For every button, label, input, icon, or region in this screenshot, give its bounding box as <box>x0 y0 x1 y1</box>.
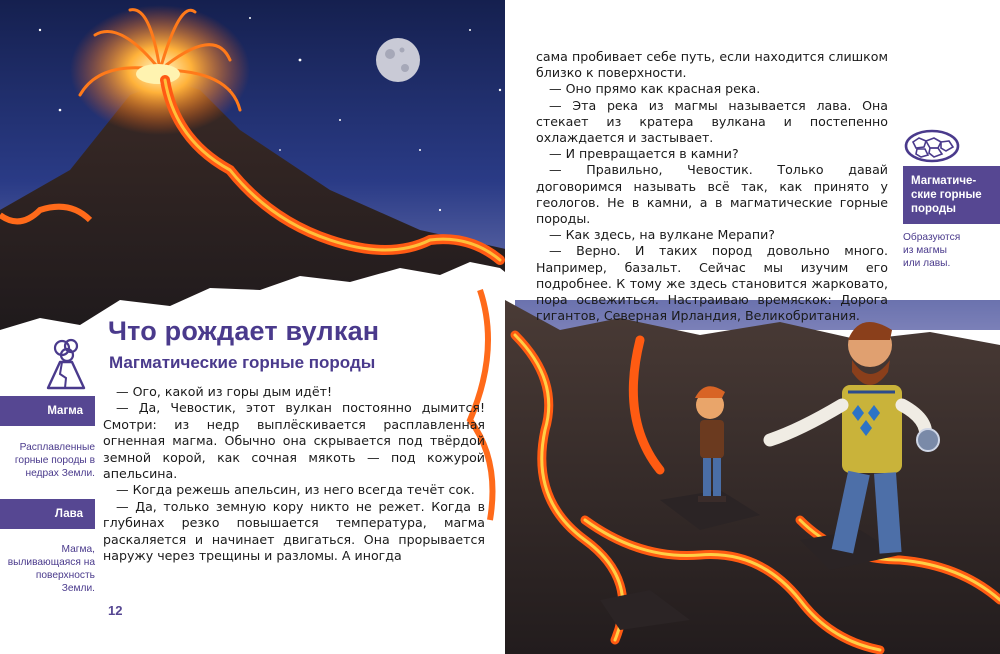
lava-field <box>505 300 1000 654</box>
rock-stone-icon <box>903 128 961 164</box>
paragraph: — Правильно, Чевостик. Только давай договоримся называть всё так, как принято у геологов. Не в камни, а в магматические горные породы. <box>536 162 888 227</box>
page-subtitle: Магматические горные породы <box>109 353 376 372</box>
glossary-term-label: Магматиче- ские горные породы <box>911 175 982 215</box>
paragraph: — Как здесь, на вулкане Мерапи? <box>549 227 775 243</box>
glossary-term-magma <box>0 396 95 426</box>
paragraph: — Когда режешь апельсин, из него всегда течёт сок. <box>116 482 475 498</box>
paragraph: — Ого, какой из горы дым идёт! <box>116 384 332 399</box>
paragraph: — Оно прямо как красная река. <box>549 81 761 97</box>
glossary-term-label: Лава <box>54 508 83 520</box>
paragraph: — Эта река из магмы называется лава. Она стекает из кратера вулкана и постепенно охлаждается и застывает. <box>536 97 888 146</box>
paragraph: — Да, только земную кору никто не режет. Когда в глубинах резко повышается температура, магма раскаляется и начинает двигаться. Она прорывается наружу через трещины и разломы. А иногда <box>103 498 485 564</box>
glossary-definition-magma: Расплавленные горные породы в недрах Земли. <box>14 442 95 479</box>
paragraph: сама пробивает себе путь, если находится слишком близко к поверхности. <box>536 49 888 81</box>
volcano-icon <box>44 338 88 390</box>
glossary-definition-igneous-rocks: Образуются из магмы или лавы. <box>903 232 961 269</box>
page-title: Что рождает вулкан <box>108 316 380 346</box>
page-number: 12 <box>108 603 123 618</box>
paragraph: — Да, Чевостик, этот вулкан постоянно дымится! Смотри: из недр выплёскивается расплавленная огненная магма. Обычно она скрывается под твёрдой земной корой, как сочная мякоть — под кожурой апельсина. <box>103 400 485 482</box>
glossary-term-igneous-rocks <box>903 166 1000 224</box>
glossary-definition-lava: Магма, выливающаяся на поверхность Земли. <box>7 544 95 594</box>
paragraph: — И превращается в камни? <box>549 146 739 162</box>
paragraph: — Верно. И таких пород довольно много. Например, базальт. Сейчас мы изучим его подробнее. К тому же здесь становится жарковато, пора освежиться. Настраиваю времяскок: Дорога гигантов, Северная Ирландия, Великобритания. <box>536 243 888 324</box>
moon <box>376 38 420 82</box>
left-page-body <box>103 384 485 564</box>
right-page-body <box>536 49 888 324</box>
glossary-term-label: Магма <box>47 405 83 417</box>
glossary-term-lava <box>0 499 95 529</box>
